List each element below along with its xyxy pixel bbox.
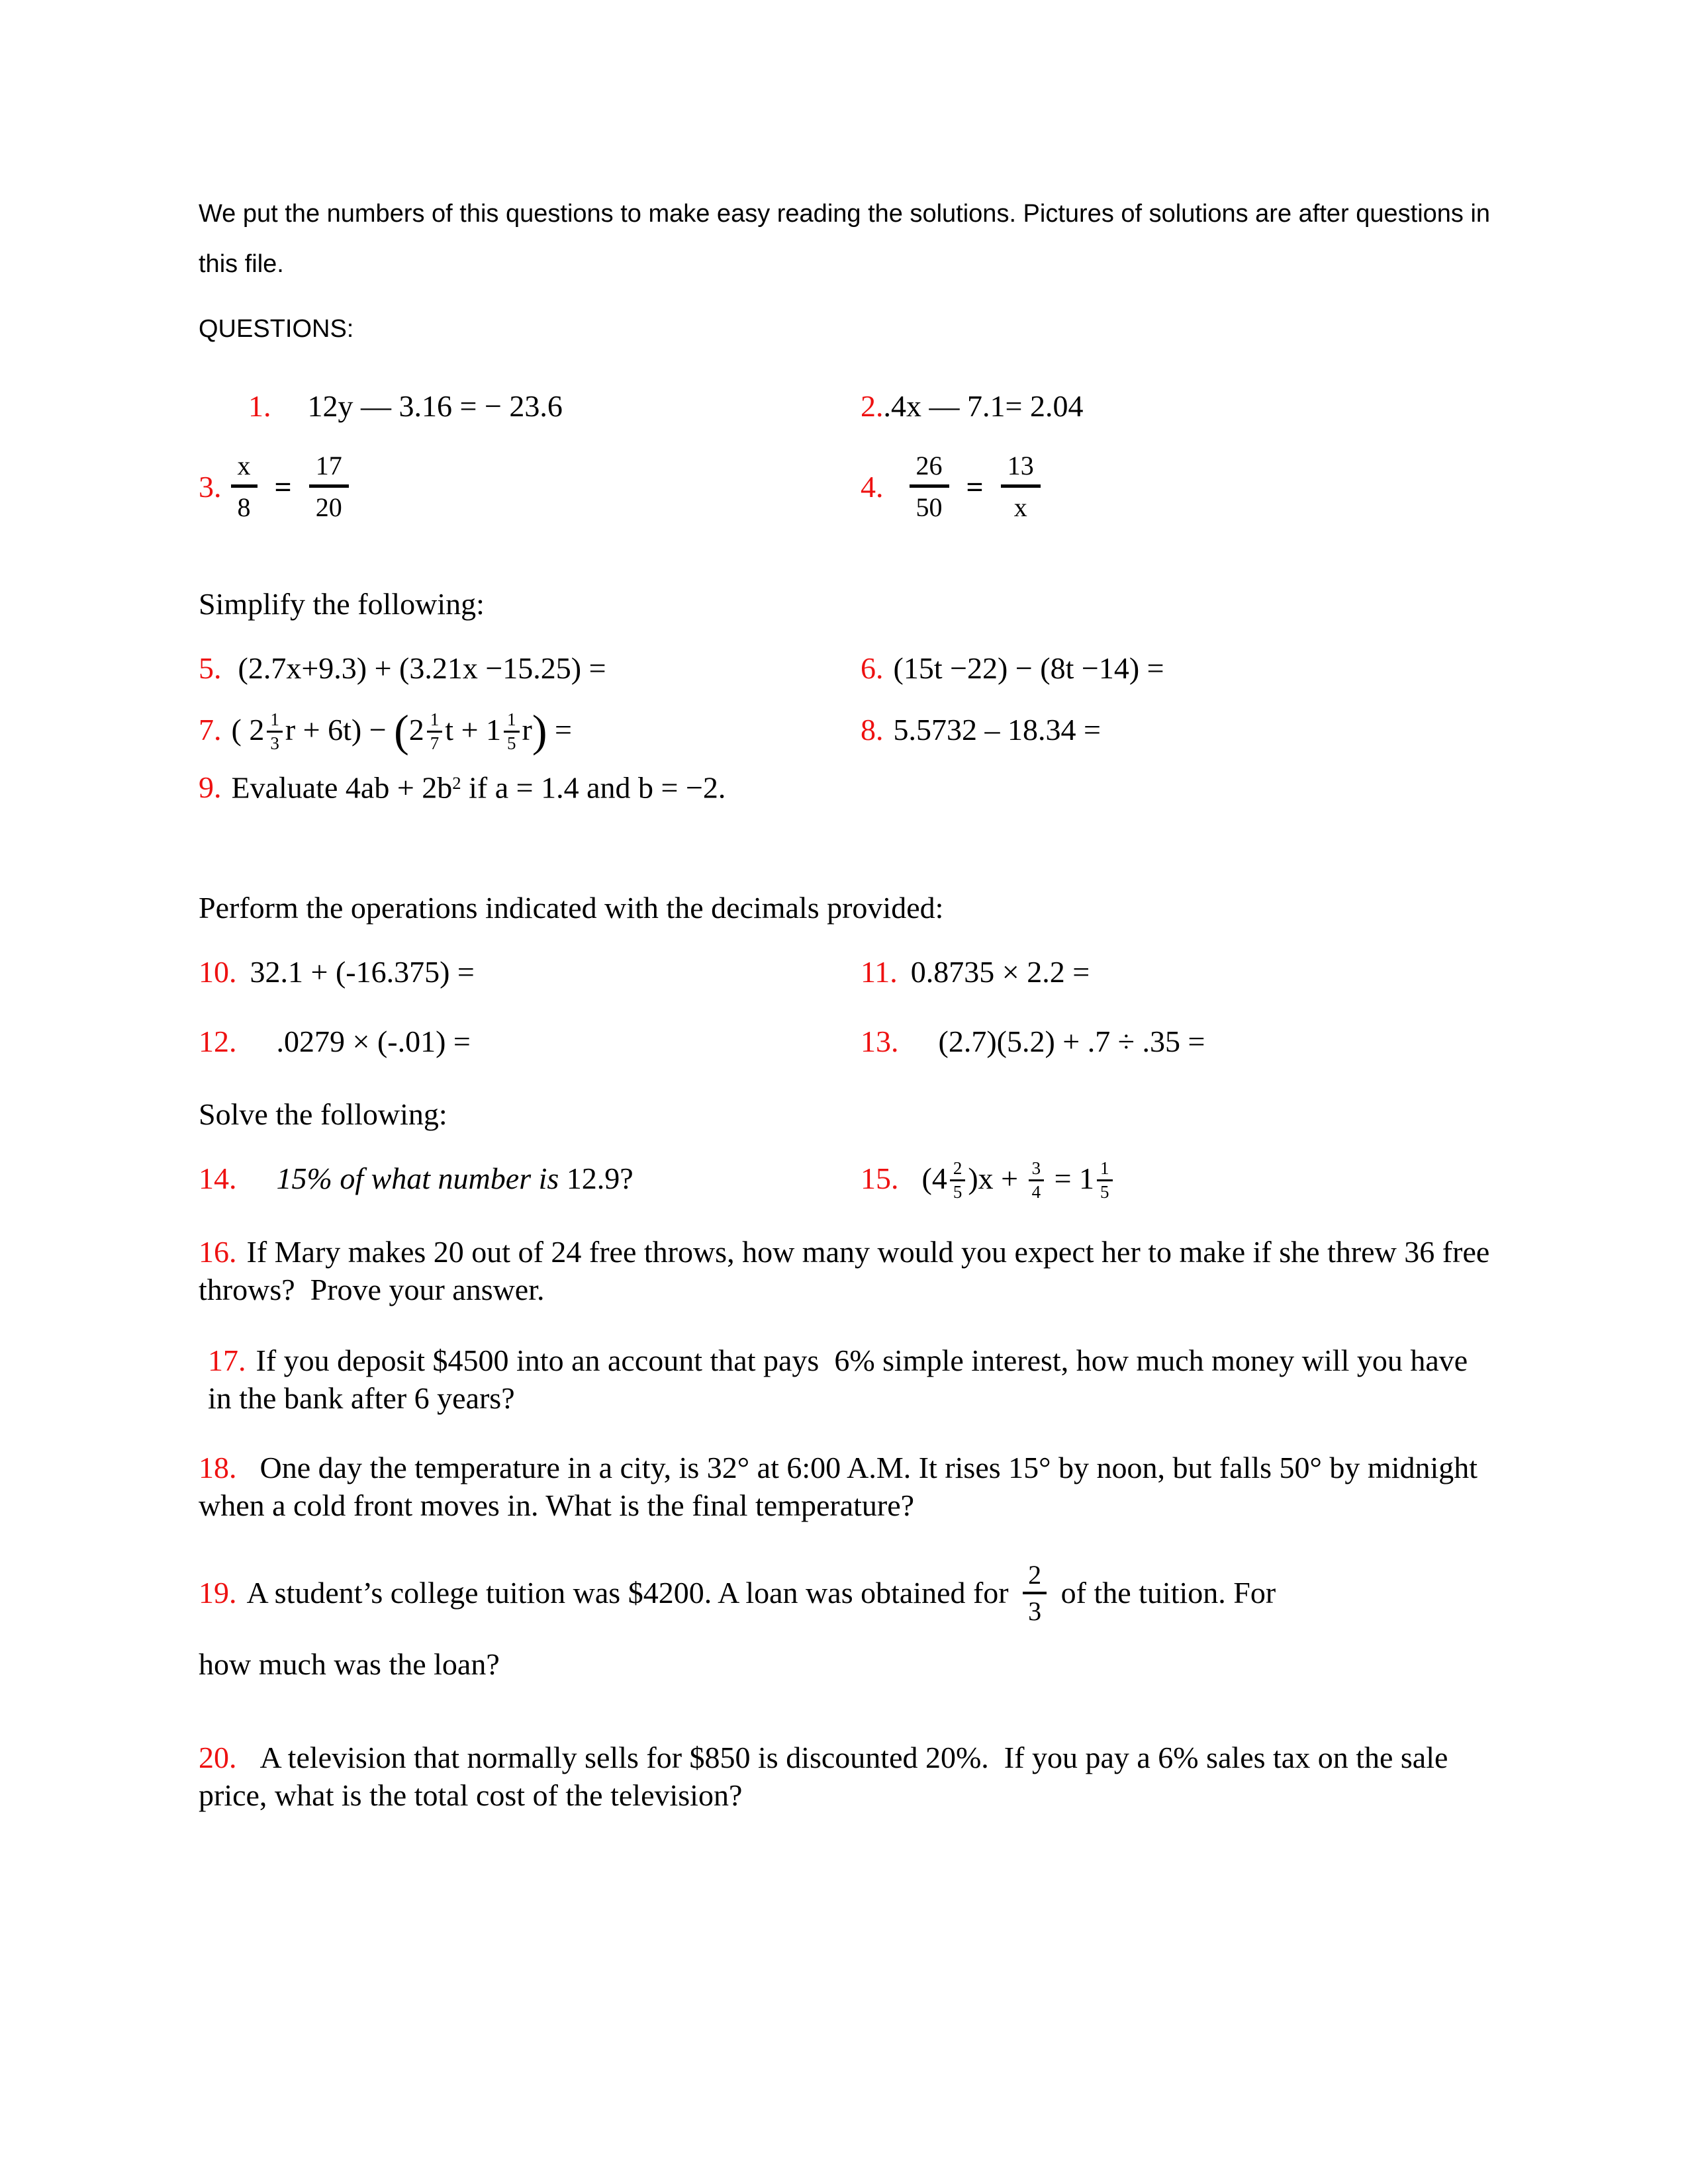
question-row-7-8: [199, 705, 1496, 756]
question-7-text: r + 6t) −: [285, 713, 395, 747]
fraction: [231, 451, 258, 522]
fraction: [910, 451, 949, 522]
question-8: [861, 712, 1496, 747]
question-5-text: (2.7x+9.3) + (3.21x −15.25) =: [238, 651, 606, 685]
question-17-text: If you deposit $4500 into an account that pays 6% simple interest, how much money will you have in the bank after 6 years?: [208, 1343, 1468, 1416]
fraction-denominator: 8: [237, 492, 251, 522]
question-4: [861, 451, 1496, 522]
question-3-number: 3.: [199, 470, 222, 504]
question-13-number: 13.: [861, 1024, 899, 1059]
section-header-simplify: Simplify the following:: [199, 587, 485, 621]
fraction-numerator: x: [231, 451, 258, 488]
question-2-text: .4x — 7.1= 2.04: [883, 389, 1084, 423]
fraction: [309, 451, 349, 522]
question-11-text: 0.8735 × 2.2 =: [910, 955, 1090, 989]
question-1-number: 1.: [248, 389, 271, 423]
equals-sign: =: [966, 470, 984, 504]
questions-label: QUESTIONS:: [199, 315, 354, 343]
question-4-number: 4.: [861, 470, 884, 504]
question-16: [199, 1233, 1496, 1308]
question-6-text: (15t −22) − (8t −14) =: [893, 651, 1164, 685]
fraction-denominator: 5: [1100, 1182, 1109, 1203]
fraction-numerator: 1: [504, 711, 520, 733]
question-9-text: Evaluate 4ab + 2b: [231, 770, 453, 805]
question-10: [199, 954, 861, 989]
question-14-number: 14.: [199, 1161, 237, 1196]
question-12-number: 12.: [199, 1024, 237, 1059]
section-header-solve: Solve the following:: [199, 1097, 447, 1132]
question-20-number: 20.: [199, 1741, 237, 1775]
question-7-number: 7.: [199, 713, 222, 747]
fraction-numerator: 1: [427, 711, 443, 733]
question-13-text: (2.7)(5.2) + .7 ÷ .35 =: [938, 1024, 1205, 1059]
question-1-text: 12y — 3.16 = − 23.6: [307, 389, 563, 423]
question-7: [199, 705, 861, 756]
fraction: [427, 711, 443, 752]
question-11-number: 11.: [861, 955, 898, 989]
fraction-numerator: 1: [267, 711, 283, 733]
question-9: [199, 764, 1496, 806]
fraction-denominator: 3: [1028, 1596, 1042, 1627]
question-17-number: 17.: [208, 1343, 246, 1378]
question-15-number: 15.: [861, 1161, 899, 1196]
fraction-numerator: 26: [910, 451, 949, 488]
question-16-text: If Mary makes 20 out of 24 free throws, how many would you expect her to make if she threw 36 free throws? Prove your answer.: [199, 1235, 1490, 1307]
fraction-denominator: 7: [430, 733, 440, 753]
question-15: [861, 1158, 1496, 1203]
question-18-text: One day the temperature in a city, is 32° at 6:00 A.M. It rises 15° by noon, but falls 50° by midnight when a cold front moves in. What is the final temperature?: [199, 1451, 1478, 1523]
exponent: 2: [452, 773, 461, 793]
fraction-denominator: 20: [315, 492, 342, 522]
fraction-numerator: 1: [1097, 1160, 1113, 1181]
question-7-text: t + 1: [445, 713, 502, 747]
question-19-text: of the tuition. For: [1053, 1576, 1276, 1610]
question-8-text: 5.5732 – 18.34 =: [893, 713, 1101, 747]
mixed-number-whole: 2: [408, 713, 424, 747]
question-14: [199, 1161, 861, 1196]
question-2: [861, 388, 1496, 424]
question-8-number: 8.: [861, 713, 884, 747]
question-row-1-2: [199, 388, 1496, 424]
question-3: [199, 451, 861, 522]
question-9-number: 9.: [199, 770, 222, 805]
question-6: [861, 651, 1496, 686]
question-row-10-11: [199, 954, 1496, 989]
question-7-text: (: [231, 713, 250, 747]
question-19-text: A student’s college tuition was $4200. A loan was obtained for: [246, 1576, 1017, 1610]
fraction-numerator: 13: [1001, 451, 1041, 488]
fraction-denominator: 5: [953, 1182, 962, 1203]
question-7-text: r: [522, 713, 532, 747]
equals-sign: =: [274, 470, 292, 504]
question-row-3-4: [199, 451, 1496, 522]
question-18: [199, 1449, 1496, 1524]
question-18-number: 18.: [199, 1451, 237, 1485]
question-16-number: 16.: [199, 1235, 237, 1269]
close-paren: ): [532, 705, 547, 756]
question-row-12-13: [199, 1024, 1496, 1059]
question-20-text: A television that normally sells for $850 is discounted 20%. If you pay a 6% sales tax on the sale price, what is the total cost of the television?: [199, 1741, 1448, 1813]
question-20: [199, 1739, 1496, 1814]
fraction-numerator: 3: [1029, 1160, 1045, 1181]
intro-text: We put the numbers of this questions to make easy reading the solutions. Pictures of solutions are after questions in this file.: [199, 200, 1491, 278]
question-12: [199, 1024, 861, 1059]
mixed-number-whole: 2: [249, 713, 265, 747]
question-17: [199, 1342, 1496, 1417]
question-15-text: (4: [921, 1161, 947, 1196]
fraction: [1097, 1160, 1113, 1201]
fraction: [267, 711, 283, 752]
question-7-text: =: [547, 713, 572, 747]
open-paren: (: [394, 705, 409, 756]
fraction: [1029, 1160, 1045, 1201]
fraction-denominator: 50: [915, 492, 943, 522]
fraction-numerator: 17: [309, 451, 349, 488]
question-10-text: 32.1 + (-16.375) =: [250, 955, 475, 989]
question-12-text: .0279 × (-.01) =: [276, 1024, 471, 1059]
question-14-text-italic: 15% of what number is: [276, 1161, 559, 1196]
question-row-5-6: [199, 651, 1496, 686]
question-5: [199, 651, 861, 686]
question-13: [861, 1024, 1496, 1059]
question-19-line2: how much was the loan?: [199, 1647, 500, 1682]
question-15-text: = 1: [1047, 1161, 1095, 1196]
question-19: [199, 1560, 1496, 1628]
question-1: [199, 388, 861, 424]
fraction: [1023, 1561, 1047, 1625]
question-6-number: 6.: [861, 651, 884, 685]
fraction: [504, 711, 520, 752]
question-10-number: 10.: [199, 955, 237, 989]
fraction-denominator: 5: [507, 733, 516, 753]
fraction-denominator: 4: [1031, 1182, 1041, 1203]
question-15-text: )x +: [968, 1161, 1026, 1196]
question-2-number: 2.: [861, 389, 884, 423]
fraction-denominator: 3: [270, 733, 279, 753]
fraction: [950, 1160, 966, 1201]
question-14-text: 12.9?: [559, 1161, 633, 1196]
section-header-decimals: Perform the operations indicated with the decimals provided:: [199, 891, 944, 925]
question-row-14-15: [199, 1158, 1496, 1203]
fraction: [1001, 451, 1041, 522]
fraction-denominator: x: [1013, 492, 1027, 522]
question-11: [861, 954, 1496, 989]
question-19-number: 19.: [199, 1576, 237, 1610]
question-5-number: 5.: [199, 651, 222, 685]
fraction-numerator: 2: [950, 1160, 966, 1181]
fraction-numerator: 2: [1023, 1561, 1047, 1594]
question-9-text: if a = 1.4 and b = −2.: [461, 770, 726, 805]
